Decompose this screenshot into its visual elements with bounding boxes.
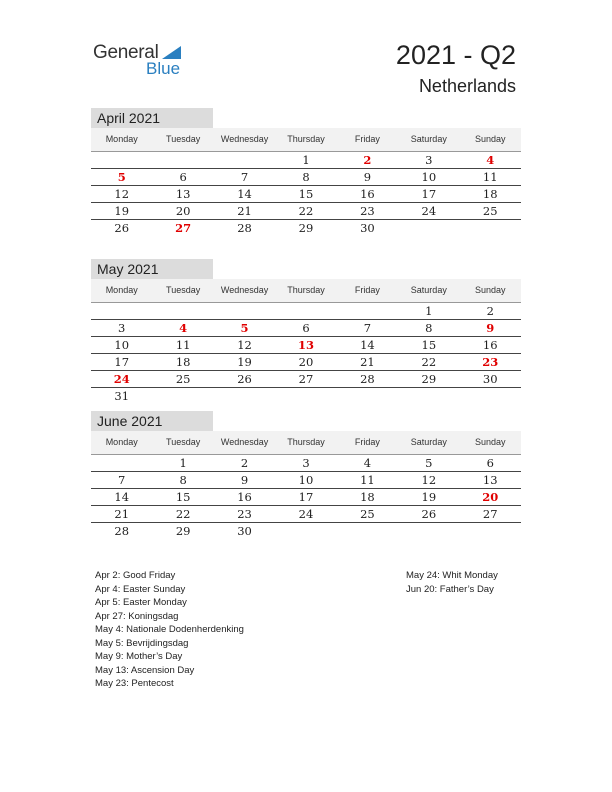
day-cell: 28 [114,524,130,538]
week-row [91,203,521,220]
weekday-header: Saturday [410,134,447,144]
day-cell: 30 [482,372,498,386]
weekday-header: Friday [354,437,380,447]
weekday-header: Wednesday [220,437,269,447]
month-may [91,259,521,404]
day-cell: 24 [113,372,130,386]
holiday-note: Apr 5: Easter Monday [95,597,187,608]
day-cell: 27 [298,372,314,386]
day-cell: 22 [175,507,191,521]
day-cell: 21 [360,355,375,369]
empty-day-cell [275,303,336,319]
day-cell: 23 [360,204,375,218]
weekday-header: Monday [105,437,138,447]
weekday-header: Monday [105,285,138,295]
empty-day-cell [152,152,213,168]
day-cell: 14 [114,490,130,504]
day-cell: 23 [482,355,499,369]
day-cell: 12 [421,473,437,487]
empty-day-cell [398,220,459,236]
day-cell: 21 [114,507,130,521]
empty-day-cell [337,303,398,319]
weekday-header: Saturday [410,437,447,447]
day-cell: 12 [237,338,252,352]
empty-day-cell [337,523,398,539]
calendar-grid [91,279,521,404]
weekday-header: Sunday [474,134,506,144]
day-cell: 14 [360,338,375,352]
empty-day-cell [337,388,398,404]
day-cell: 30 [360,221,375,235]
day-cell: 13 [175,187,191,201]
day-cell: 2 [240,456,249,470]
empty-day-cell [275,388,336,404]
weekday-header: Sunday [474,437,506,447]
day-cell: 17 [298,490,314,504]
day-cell: 4 [486,153,495,167]
empty-day-cell [460,388,521,404]
empty-day-cell [91,152,152,168]
weekday-header: Thursday [287,437,325,447]
day-cell: 25 [360,507,375,521]
day-cell: 17 [421,187,437,201]
day-cell: 26 [114,221,130,235]
day-cell: 25 [482,204,498,218]
day-cell: 23 [237,507,252,521]
weekday-header: Thursday [287,285,325,295]
empty-day-cell [152,388,213,404]
holiday-note: May 9: Mother’s Day [95,651,183,662]
holiday-note: May 5: Bevrijdingsdag [95,637,189,649]
day-cell: 13 [297,338,314,352]
day-cell: 1 [179,456,187,470]
month-april [91,108,521,236]
weekday-header-row [91,279,521,303]
holiday-notes-right [406,569,498,596]
day-cell: 8 [302,170,310,184]
day-cell: 20 [175,204,191,218]
day-cell: 21 [237,204,252,218]
day-cell: 6 [486,456,494,470]
day-cell: 30 [237,524,252,538]
holiday-note: Jun 20: Father’s Day [406,583,494,595]
day-cell: 16 [237,490,252,504]
day-cell: 20 [298,355,314,369]
day-cell: 18 [175,355,191,369]
holiday-notes-left [95,569,244,691]
day-cell: 27 [175,221,192,235]
day-cell: 18 [360,490,375,504]
calendar-grid [91,128,521,236]
weekday-header: Sunday [474,285,506,295]
day-cell: 9 [363,170,372,184]
day-cell: 20 [482,490,499,504]
country-label: Netherlands [418,76,516,96]
day-cell: 28 [360,372,375,386]
day-cell: 16 [360,187,375,201]
month-label: May 2021 [91,259,213,279]
week-row [91,337,521,354]
calendar-grid [91,431,521,539]
week-row [91,388,521,404]
holiday-note: Apr 2: Good Friday [95,570,176,581]
day-cell: 25 [175,372,191,386]
day-cell: 9 [240,473,249,487]
holiday-note: Apr 27: Koningsdag [95,610,179,622]
empty-day-cell [214,388,275,404]
week-row [91,320,521,337]
week-row [91,489,521,506]
week-row [91,186,521,203]
day-cell: 9 [486,321,495,335]
week-row [91,472,521,489]
day-cell: 15 [421,338,437,352]
day-cell: 29 [175,524,191,538]
empty-day-cell [152,303,213,319]
day-cell: 1 [302,153,310,167]
day-cell: 26 [237,372,252,386]
empty-day-cell [91,455,152,471]
week-row [91,371,521,388]
page-title: 2021 - Q2 [395,40,516,70]
day-cell: 26 [421,507,437,521]
month-label: June 2021 [91,411,213,431]
day-cell: 1 [425,304,433,318]
day-cell: 28 [237,221,252,235]
weekday-header: Monday [105,134,138,144]
day-cell: 15 [298,187,314,201]
day-cell: 5 [425,456,433,470]
day-cell: 6 [179,170,187,184]
week-row [91,220,521,236]
day-cell: 19 [237,355,252,369]
empty-day-cell [214,152,275,168]
day-cell: 3 [302,456,310,470]
day-cell: 22 [421,355,437,369]
day-cell: 15 [175,490,191,504]
day-cell: 31 [114,389,130,403]
weekday-header-row [91,128,521,152]
day-cell: 10 [298,473,314,487]
month-label: April 2021 [91,108,213,128]
empty-day-cell [460,220,521,236]
week-row [91,169,521,186]
day-cell: 8 [425,321,433,335]
logo-blue-text: Blue [146,59,181,78]
weekday-header: Saturday [410,285,447,295]
day-cell: 27 [482,507,498,521]
week-row [91,523,521,539]
day-cell: 10 [421,170,437,184]
empty-day-cell [398,523,459,539]
day-cell: 4 [179,321,188,335]
weekday-header-row [91,431,521,455]
week-row [91,303,521,320]
weekday-header: Friday [354,285,380,295]
day-cell: 24 [298,507,314,521]
empty-day-cell [398,388,459,404]
day-cell: 4 [363,456,372,470]
holiday-note: May 13: Ascension Day [95,664,195,676]
week-row [91,506,521,523]
day-cell: 8 [179,473,187,487]
day-cell: 16 [482,338,498,352]
empty-day-cell [214,303,275,319]
day-cell: 3 [425,153,433,167]
empty-day-cell [275,523,336,539]
day-cell: 2 [486,304,494,318]
logo-triangle-icon [162,46,181,59]
holiday-note: May 24: Whit Monday [406,570,498,581]
day-cell: 6 [302,321,310,335]
weekday-header: Tuesday [166,437,201,447]
weekday-header: Tuesday [166,285,201,295]
day-cell: 2 [363,153,372,167]
weekday-header: Thursday [287,134,325,144]
day-cell: 22 [298,204,314,218]
weekday-header: Tuesday [166,134,201,144]
weekday-header: Wednesday [220,285,269,295]
day-cell: 7 [363,321,372,335]
holiday-note: May 23: Pentecost [95,678,174,689]
day-cell: 7 [118,473,126,487]
day-cell: 11 [360,473,375,487]
day-cell: 3 [118,321,126,335]
weekday-header: Friday [354,134,380,144]
day-cell: 29 [298,221,314,235]
holiday-note: Apr 4: Easter Sunday [95,583,186,595]
day-cell: 18 [482,187,498,201]
logo [93,42,193,78]
day-cell: 29 [421,372,437,386]
day-cell: 5 [240,321,249,335]
day-cell: 19 [114,204,130,218]
day-cell: 11 [482,170,498,184]
month-june [91,411,521,539]
day-cell: 7 [240,170,249,184]
day-cell: 24 [421,204,437,218]
day-cell: 14 [237,187,252,201]
holiday-note: May 4: Nationale Dodenherdenking [95,624,244,635]
week-row [91,354,521,371]
week-row [91,152,521,169]
day-cell: 13 [482,473,498,487]
empty-day-cell [91,303,152,319]
day-cell: 11 [175,338,191,352]
day-cell: 12 [114,187,130,201]
week-row [91,455,521,472]
day-cell: 10 [114,338,130,352]
day-cell: 17 [114,355,130,369]
weekday-header: Wednesday [220,134,269,144]
empty-day-cell [460,523,521,539]
logo-general-text: General [93,42,159,63]
day-cell: 19 [421,490,437,504]
day-cell: 5 [117,170,126,184]
